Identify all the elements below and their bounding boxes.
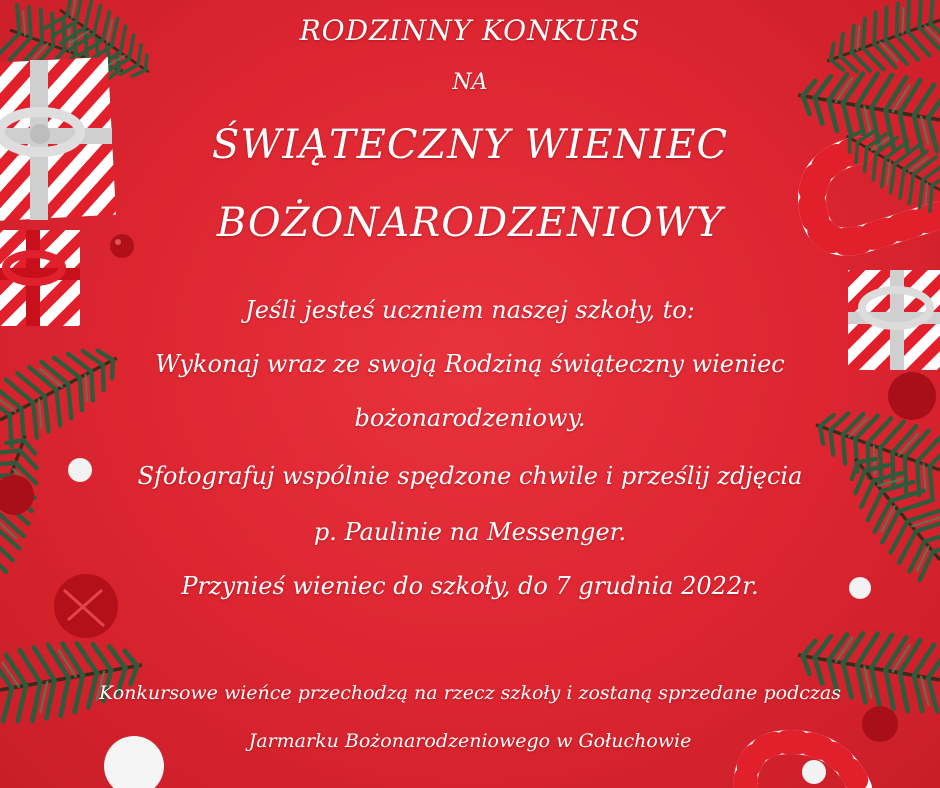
footer-note-cont: Jarmarku Bożonarodzeniowego w Gołuchowie bbox=[248, 730, 692, 752]
contest-heading: RODZINNY KONKURS bbox=[299, 14, 641, 47]
rule-intro: Jeśli jesteś uczniem naszej szkoły, to: bbox=[245, 296, 695, 324]
heading-connector: NA bbox=[452, 70, 488, 95]
rule-make-wreath: Wykonaj wraz ze swoją Rodziną świąteczny wieniec bbox=[155, 350, 785, 378]
rule-photograph: Sfotografuj wspólnie spędzone chwile i prześlij zdjęcia bbox=[137, 462, 803, 490]
rule-deadline: Przynieś wieniec do szkoły, do 7 grudnia 2022r. bbox=[181, 572, 759, 600]
rule-photograph-cont: p. Paulinie na Messenger. bbox=[313, 518, 627, 546]
rule-make-wreath-cont: bożonarodzeniowy. bbox=[354, 404, 586, 432]
contest-title-line2: BOŻONARODZENIOWY bbox=[216, 200, 724, 246]
footer-note: Konkursowe wieńce przechodzą na rzecz szkoły i zostaną sprzedane podczas bbox=[99, 682, 841, 704]
contest-title-line1: ŚWIĄTECZNY WIENIEC bbox=[211, 122, 729, 168]
